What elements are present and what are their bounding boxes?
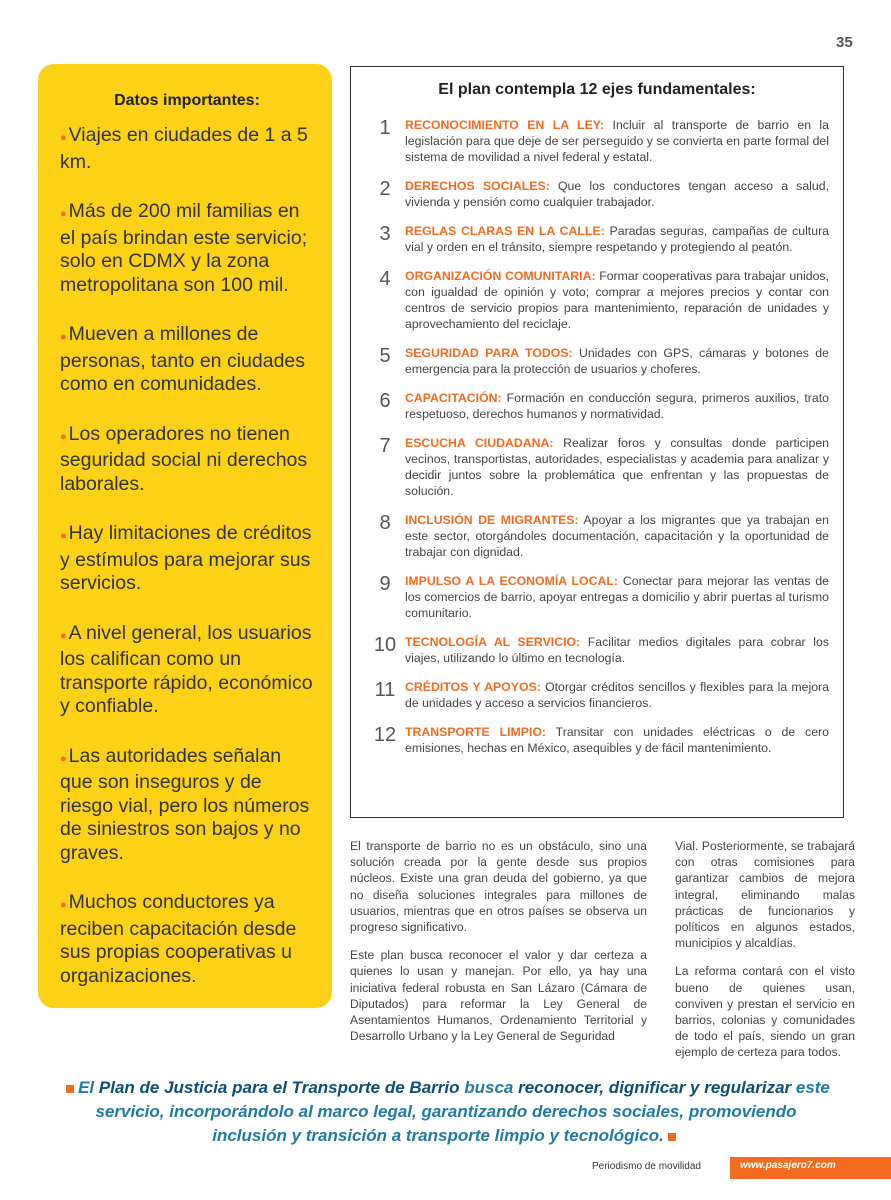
axis-description [405,268,829,332]
axes-title: El plan contempla 12 ejes fundamentales: [438,81,756,98]
closing-part: este servicio, incorporándolo al marco legal, garantizando derechos sociales, promoviendo inclusión y transición a transporte limpio y tecnológico. [95,1078,830,1145]
body-paragraph: Este plan busca reconocer el valor y dar certeza a quienes lo usan y manejan. Por ello, ya hay una iniciativa federal robusta en San Lázaro (Cámara de Diputados) para reformar la Ley General de Asentamientos Humanos, Ordenamiento Territorial y Desarrollo Urbano y la Ley General de Seguridad [350,948,647,1044]
axis-item [365,435,829,499]
bullet-dot-icon: ● [60,899,67,911]
axis-number: 6 [379,390,391,412]
body-paragraph: Vial. Posteriormente, se trabajará con otras comisiones para garantizar cambios de mejora integral, eliminando malas prácticas de funcionarios y políticos en algunos estados, municipios y alcaldías. [675,839,855,951]
axis-heading: TRANSPORTE LIMPIO: [405,725,547,739]
axis-heading: DERECHOS SOCIALES: [405,179,550,193]
axis-body: Incluir al transporte de barrio en la legislación para que deje de ser perseguido y se convierta en parte formal del sistema de movilidad a nivel federal y estatal. [405,118,829,164]
fact-item [60,522,314,596]
fact-text: Mueven a millones de personas, tanto en ciudades como en comunidades. [60,323,306,395]
axis-item [365,724,829,756]
closing-part: busca [459,1078,519,1097]
facts-title: Datos importantes: [114,92,260,109]
axis-description [405,573,829,621]
axis-number: 12 [373,724,397,746]
facts-list [60,124,314,988]
fact-text: Muchos conductores ya reciben capacitación desde sus propias cooperativas u organizaciones. [60,891,297,987]
axis-heading: CRÉDITOS Y APOYOS: [405,680,541,694]
fact-text: Hay limitaciones de créditos y estímulos para mejorar sus servicios. [60,522,312,594]
axis-description [405,634,829,666]
axis-description [405,679,829,711]
axis-description [405,512,829,560]
axis-body: Transitar con unidades eléctricas o de cero emisiones, hechas en México, asequibles y de fácil mantenimiento. [405,725,829,755]
axis-heading: SEGURIDAD PARA TODOS: [405,346,573,360]
axis-body: Formar cooperativas para trabajar unidos, con igualdad de opinión y voto; comprar a mejores precios y contar con centros de servicio propios para mantenimiento, reparación de unidades y aprovechamiento del reciclaje. [405,269,829,331]
square-bullet-icon [668,1133,676,1141]
axis-number: 1 [379,117,391,139]
footer-url[interactable]: www.pasajero7.com [740,1160,836,1171]
body-paragraph: El transporte de barrio no es un obstáculo, sino una solución creada por la gente desde sus propios núcleos. Existe una gran deuda del gobierno, ya que no diseña soluciones integrales para millones de usuarios, mientras que en otros países se observa un progreso significativo. [350,839,647,935]
fact-text: Los operadores no tienen seguridad social ni derechos laborales. [60,422,308,495]
axis-body: Realizar foros y consultas donde participen vecinos, transportistas, autoridades, especialistas y academia para analizar y decidir juntos sobre la problemática que enfrentan y las propuestas de solución. [405,436,829,498]
axis-item [365,679,829,711]
axis-description [405,223,829,255]
fact-text: Las autoridades señalan que son inseguros y de riesgo vial, pero los números de siniestros son bajos y no graves. [60,744,310,864]
body-left-column [350,838,647,1073]
axis-item [365,512,829,560]
axis-item [365,223,829,255]
axis-heading: RECONOCIMIENTO EN LA LEY: [405,118,605,132]
fact-item [60,200,314,297]
axis-description [405,390,829,422]
axis-heading: ESCUCHA CIUDADANA: [405,436,554,450]
bullet-dot-icon: ● [60,629,67,642]
axis-body: Otorgar créditos sencillos y flexibles para la mejora de unidades y acceso a servicios financieros. [405,680,829,710]
axis-body: Conectar para mejorar las ventas de los comercios de barrio, apoyar entregas a domicilio y abrir puertas al turismo comunitario. [405,574,830,620]
axis-body: Apoyar a los migrantes que ya trabajan en este sector, otorgándoles documentación, capacitación y la oportunidad de trabajar con dignidad. [405,513,829,559]
body-right-column [675,838,855,1073]
axis-heading: REGLAS CLARAS EN LA CALLE: [405,224,605,238]
axis-number: 3 [379,223,391,245]
closing-statement [60,1076,832,1148]
fact-item [60,622,314,719]
bullet-dot-icon: ● [60,208,67,220]
bullet-dot-icon: ● [60,530,67,542]
axis-description [405,345,829,377]
fact-item [60,323,314,397]
fact-item [60,423,314,497]
axis-description [405,178,829,210]
fact-text: A nivel general, los usuarios los califican como un transporte rápido, económico y confiable. [60,621,313,717]
fact-item [60,891,314,988]
body-columns [350,838,855,1073]
axis-heading: IMPULSO A LA ECONOMÍA LOCAL: [405,574,618,588]
axis-description [405,724,829,756]
closing-emphasis: Plan de Justicia para el Transporte de Barrio [98,1078,460,1097]
axis-body: Formación en conducción segura, primeros auxilios, trato respetuoso, derechos humanos y normatividad. [405,391,829,421]
axis-body: Facilitar medios digitales para cobrar los viajes, utilizando lo último en tecnología. [405,635,829,665]
closing-emphasis: reconocer, dignificar y regularizar [518,1078,792,1097]
axis-item [365,178,829,210]
axis-heading: TECNOLOGÍA AL SERVICIO: [405,635,581,649]
axes-box [350,66,844,818]
axes-list [365,117,829,756]
axis-body: Unidades con GPS, cámaras y botones de emergencia para la protección de usuarios y choferes. [405,346,829,376]
square-bullet-icon [66,1085,74,1093]
closing-part: El [78,1078,99,1097]
axis-item [365,268,829,332]
axis-heading: INCLUSIÓN DE MIGRANTES: [405,513,579,527]
axis-item [365,345,829,377]
axis-item [365,390,829,422]
axis-number: 10 [373,634,397,656]
fact-item [60,745,314,866]
axis-number: 9 [379,573,391,595]
page-number: 35 [836,34,853,51]
bullet-dot-icon: ● [60,430,67,443]
axis-heading: CAPACITACIÓN: [405,391,502,405]
axis-body: Que los conductores tengan acceso a salud, vivienda y pensión como cualquier trabajador. [405,179,829,209]
bullet-dot-icon: ● [60,132,67,144]
important-facts-panel [38,64,332,1008]
axis-description [405,117,829,165]
fact-text: Más de 200 mil familias en el país brindan este servicio; solo en CDMX y la zona metropolitana son 100 mil. [60,200,308,296]
axis-number: 5 [379,345,391,367]
axis-number: 11 [374,679,396,701]
axis-heading: ORGANIZACIÓN COMUNITARIA: [405,269,596,283]
axis-body: Paradas seguras, campañas de cultura vial y orden en el tránsito, siempre respetando y protegiendo al peatón. [405,224,829,254]
axis-number: 7 [379,435,391,457]
axis-item [365,634,829,666]
bullet-dot-icon: ● [60,331,67,343]
axis-number: 4 [379,268,391,290]
axis-item [365,573,829,621]
axis-number: 8 [379,512,391,534]
bullet-dot-icon: ● [60,752,67,765]
axis-description [405,435,829,499]
footer-label: Periodismo de movilidad [592,1161,701,1172]
body-paragraph: La reforma contará con el visto bueno de quienes usan, conviven y prestan el servicio en barrios, colonias y comunidades de todo el país, siendo un gran ejemplo de certeza para todos. [675,964,855,1060]
fact-text: Viajes en ciudades de 1 a 5 km. [60,124,308,173]
axis-number: 2 [379,178,391,200]
axis-item [365,117,829,165]
fact-item [60,124,314,174]
